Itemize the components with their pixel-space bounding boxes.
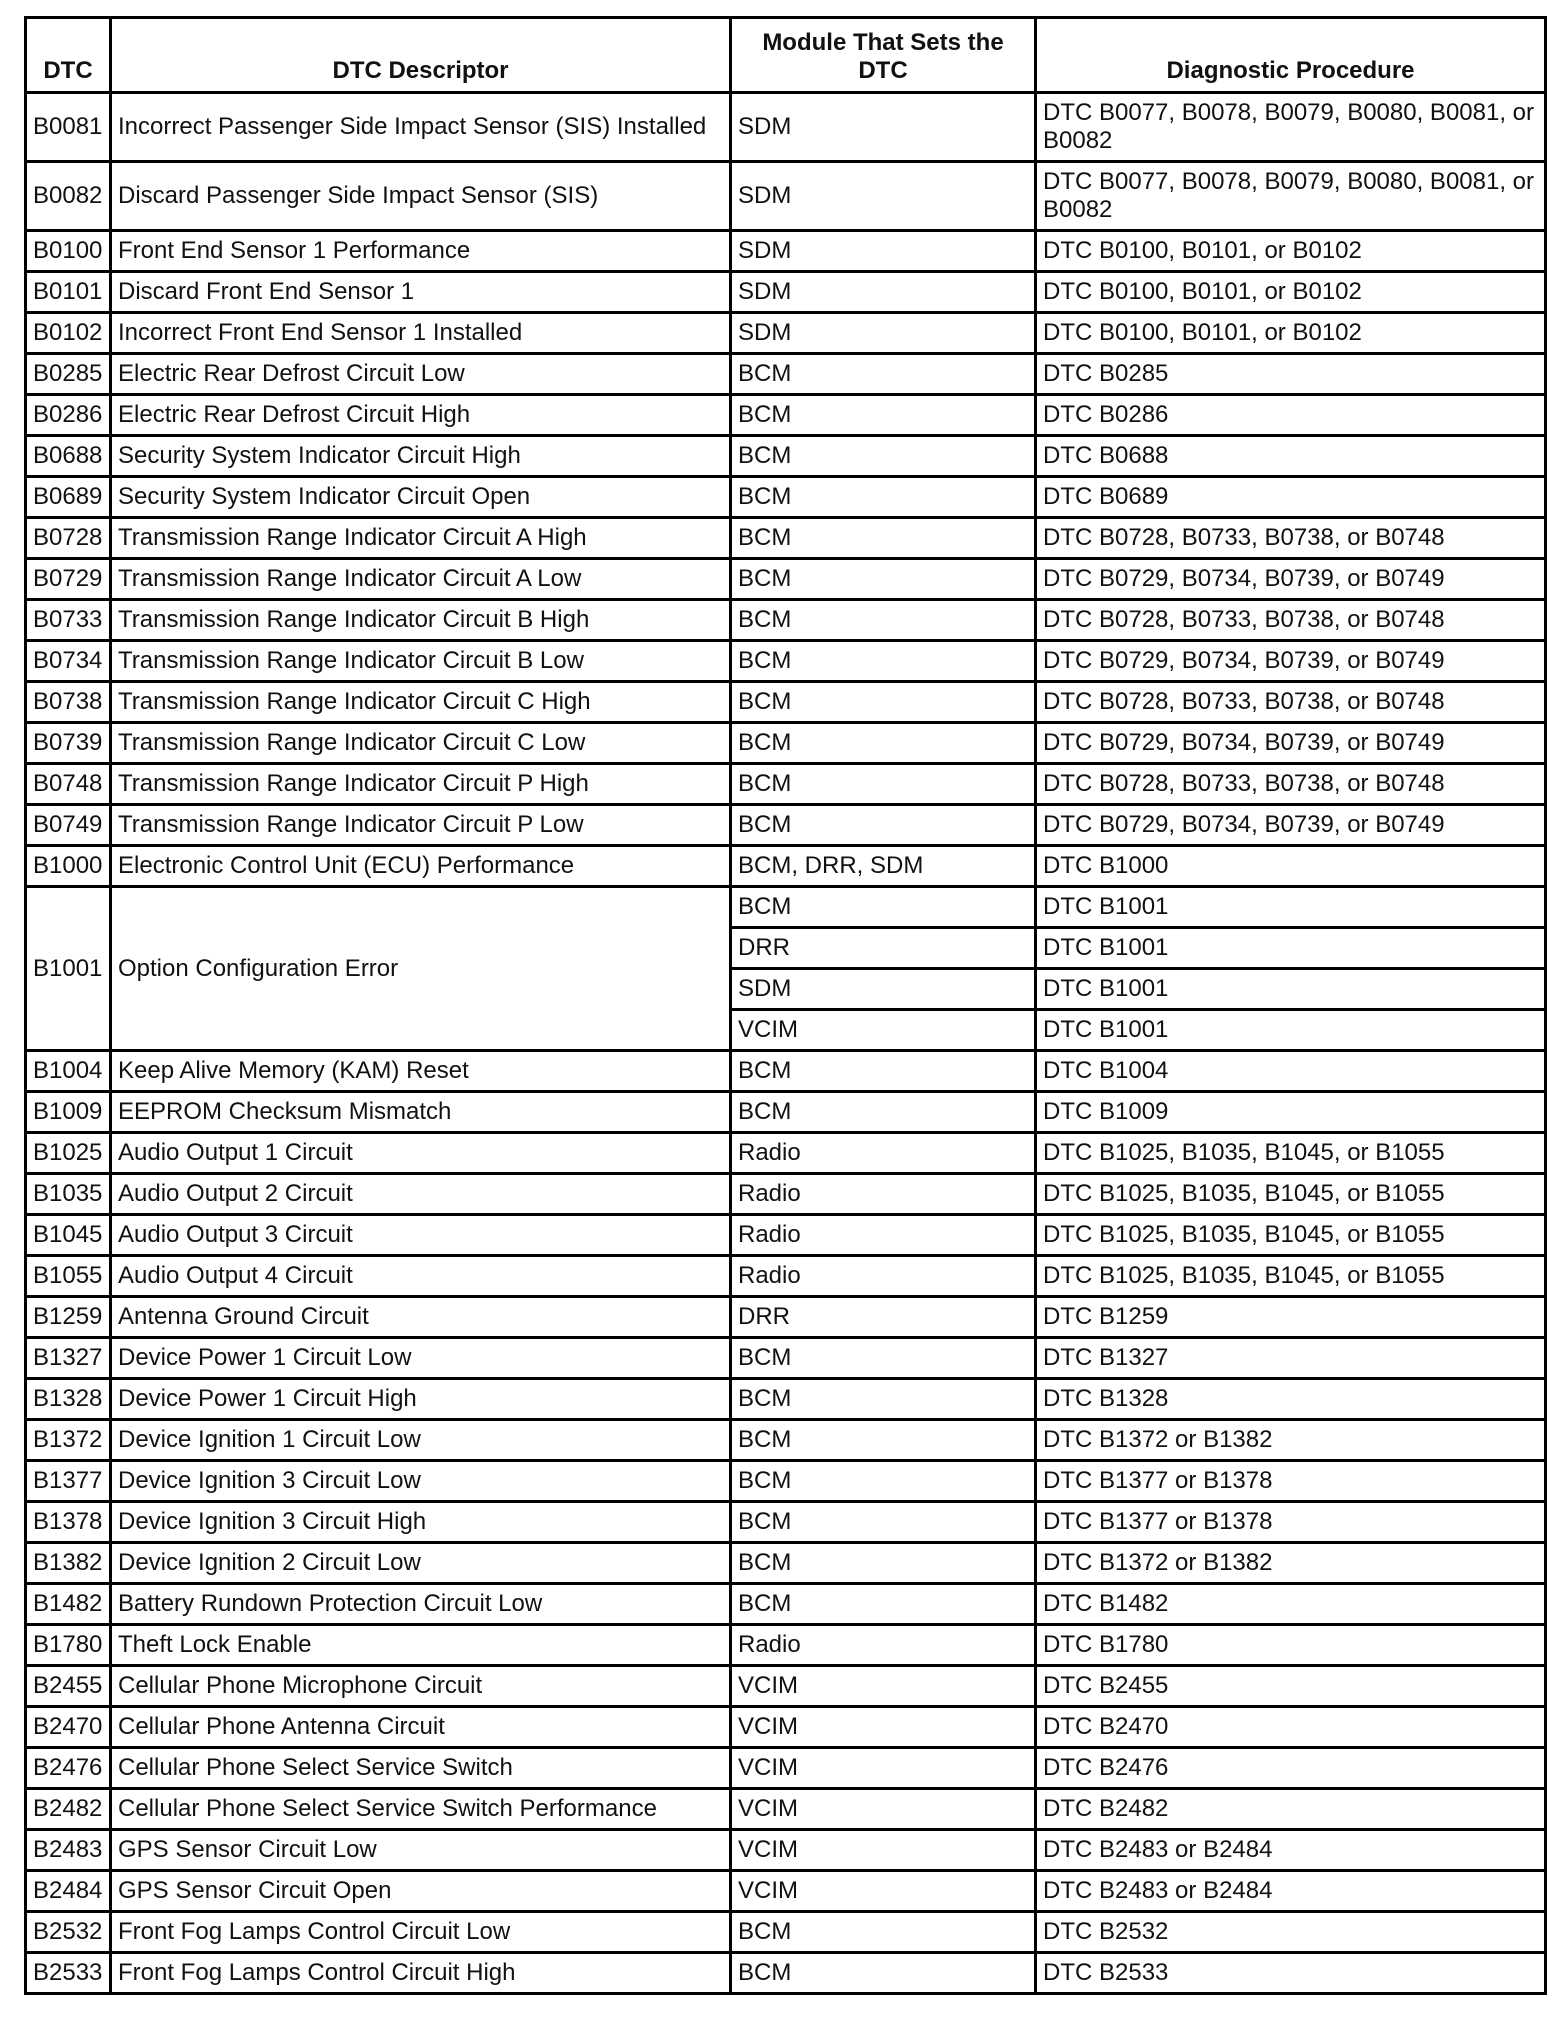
cell-dtc: B0728 [26,518,111,559]
cell-module: BCM [731,436,1036,477]
table-row [26,272,1546,313]
cell-procedure: DTC B0689 [1036,477,1546,518]
cell-dtc: B0733 [26,600,111,641]
cell-procedure: DTC B1025, B1035, B1045, or B1055 [1036,1256,1546,1297]
table-row [26,477,1546,518]
cell-module: SDM [731,272,1036,313]
cell-procedure: DTC B1001 [1036,969,1546,1010]
cell-descriptor: Front End Sensor 1 Performance [111,231,731,272]
table-row [26,231,1546,272]
cell-dtc: B0738 [26,682,111,723]
cell-dtc: B0101 [26,272,111,313]
cell-module: BCM [731,1379,1036,1420]
cell-dtc: B1001 [26,887,111,1051]
table-row [26,313,1546,354]
cell-dtc: B1377 [26,1461,111,1502]
cell-procedure: DTC B0728, B0733, B0738, or B0748 [1036,600,1546,641]
cell-module: BCM [731,1953,1036,1994]
cell-procedure: DTC B1780 [1036,1625,1546,1666]
cell-descriptor: Transmission Range Indicator Circuit C High [111,682,731,723]
cell-module: BCM [731,805,1036,846]
header-procedure: Diagnostic Procedure [1036,18,1546,93]
cell-procedure: DTC B0100, B0101, or B0102 [1036,231,1546,272]
cell-module: BCM, DRR, SDM [731,846,1036,887]
cell-descriptor: Front Fog Lamps Control Circuit High [111,1953,731,1994]
cell-dtc: B1025 [26,1133,111,1174]
cell-procedure: DTC B0688 [1036,436,1546,477]
cell-procedure: DTC B1001 [1036,887,1546,928]
cell-procedure: DTC B0100, B0101, or B0102 [1036,313,1546,354]
cell-dtc: B0689 [26,477,111,518]
cell-dtc: B1009 [26,1092,111,1133]
cell-descriptor: GPS Sensor Circuit Low [111,1830,731,1871]
cell-dtc: B1259 [26,1297,111,1338]
cell-module: VCIM [731,1748,1036,1789]
cell-descriptor: Incorrect Front End Sensor 1 Installed [111,313,731,354]
cell-procedure: DTC B2482 [1036,1789,1546,1830]
header-row [26,18,1546,93]
table-row [26,1789,1546,1830]
cell-procedure: DTC B1001 [1036,1010,1546,1051]
cell-module: VCIM [731,1666,1036,1707]
table-row [26,1543,1546,1584]
cell-descriptor: GPS Sensor Circuit Open [111,1871,731,1912]
table-row [26,682,1546,723]
cell-module: SDM [731,313,1036,354]
cell-procedure: DTC B1025, B1035, B1045, or B1055 [1036,1133,1546,1174]
table-row [26,1707,1546,1748]
cell-descriptor: EEPROM Checksum Mismatch [111,1092,731,1133]
cell-descriptor: Electronic Control Unit (ECU) Performance [111,846,731,887]
table-row [26,1461,1546,1502]
cell-module: BCM [731,395,1036,436]
table-row [26,93,1546,162]
table-row [26,518,1546,559]
cell-descriptor: Device Ignition 2 Circuit Low [111,1543,731,1584]
cell-descriptor: Audio Output 4 Circuit [111,1256,731,1297]
cell-descriptor: Keep Alive Memory (KAM) Reset [111,1051,731,1092]
cell-procedure: DTC B2470 [1036,1707,1546,1748]
table-row [26,600,1546,641]
cell-dtc: B0102 [26,313,111,354]
cell-descriptor: Security System Indicator Circuit High [111,436,731,477]
cell-descriptor: Device Ignition 3 Circuit Low [111,1461,731,1502]
cell-descriptor: Cellular Phone Microphone Circuit [111,1666,731,1707]
cell-descriptor: Discard Front End Sensor 1 [111,272,731,313]
cell-module: BCM [731,1092,1036,1133]
cell-module: VCIM [731,1789,1036,1830]
table-row [26,1912,1546,1953]
cell-module: SDM [731,162,1036,231]
cell-descriptor: Transmission Range Indicator Circuit C Low [111,723,731,764]
cell-dtc: B1035 [26,1174,111,1215]
table-row [26,846,1546,887]
cell-dtc: B2476 [26,1748,111,1789]
table-row [26,559,1546,600]
cell-module: VCIM [731,1707,1036,1748]
table-row [26,805,1546,846]
table-row [26,1871,1546,1912]
cell-descriptor: Transmission Range Indicator Circuit B High [111,600,731,641]
cell-module: BCM [731,1051,1036,1092]
cell-module: BCM [731,559,1036,600]
table-row [26,764,1546,805]
header-module-line2: DTC [858,57,908,84]
table-row [26,1256,1546,1297]
cell-dtc: B0286 [26,395,111,436]
table-row [26,1502,1546,1543]
cell-procedure: DTC B0729, B0734, B0739, or B0749 [1036,559,1546,600]
cell-procedure: DTC B0077, B0078, B0079, B0080, B0081, or B0082 [1036,162,1546,231]
cell-descriptor: Discard Passenger Side Impact Sensor (SIS) [111,162,731,231]
table-row [26,162,1546,231]
cell-dtc: B0285 [26,354,111,395]
cell-descriptor: Cellular Phone Select Service Switch [111,1748,731,1789]
cell-descriptor: Antenna Ground Circuit [111,1297,731,1338]
cell-procedure: DTC B2455 [1036,1666,1546,1707]
cell-procedure: DTC B0728, B0733, B0738, or B0748 [1036,518,1546,559]
cell-module: BCM [731,1338,1036,1379]
cell-dtc: B0081 [26,93,111,162]
cell-module: BCM [731,1584,1036,1625]
cell-descriptor: Audio Output 2 Circuit [111,1174,731,1215]
table-row [26,1174,1546,1215]
cell-module: SDM [731,969,1036,1010]
table-row-b1001 [26,887,1546,928]
cell-descriptor: Cellular Phone Select Service Switch Performance [111,1789,731,1830]
table-row [26,1092,1546,1133]
cell-dtc: B1004 [26,1051,111,1092]
cell-procedure: DTC B1372 or B1382 [1036,1420,1546,1461]
cell-procedure: DTC B0729, B0734, B0739, or B0749 [1036,641,1546,682]
cell-descriptor: Electric Rear Defrost Circuit Low [111,354,731,395]
cell-descriptor: Cellular Phone Antenna Circuit [111,1707,731,1748]
cell-dtc: B2455 [26,1666,111,1707]
cell-dtc: B0749 [26,805,111,846]
cell-procedure: DTC B1025, B1035, B1045, or B1055 [1036,1215,1546,1256]
cell-module: BCM [731,477,1036,518]
cell-module: Radio [731,1256,1036,1297]
table-row [26,1748,1546,1789]
cell-procedure: DTC B2483 or B2484 [1036,1871,1546,1912]
cell-dtc: B0739 [26,723,111,764]
header-module [731,18,1036,93]
cell-dtc: B1328 [26,1379,111,1420]
header-dtc: DTC [26,18,111,93]
cell-module: BCM [731,723,1036,764]
cell-descriptor: Device Ignition 1 Circuit Low [111,1420,731,1461]
cell-dtc: B2532 [26,1912,111,1953]
cell-procedure: DTC B0728, B0733, B0738, or B0748 [1036,682,1546,723]
cell-procedure: DTC B0100, B0101, or B0102 [1036,272,1546,313]
cell-dtc: B0100 [26,231,111,272]
cell-module: VCIM [731,1010,1036,1051]
cell-descriptor: Transmission Range Indicator Circuit A Low [111,559,731,600]
cell-descriptor: Transmission Range Indicator Circuit P High [111,764,731,805]
cell-module: BCM [731,1420,1036,1461]
cell-dtc: B2483 [26,1830,111,1871]
cell-procedure: DTC B1372 or B1382 [1036,1543,1546,1584]
table-row [26,1420,1546,1461]
table-row [26,1379,1546,1420]
cell-module: BCM [731,1912,1036,1953]
cell-procedure: DTC B0285 [1036,354,1546,395]
cell-dtc: B1055 [26,1256,111,1297]
table-row [26,1584,1546,1625]
cell-dtc: B2482 [26,1789,111,1830]
table-row [26,436,1546,477]
cell-procedure: DTC B1004 [1036,1051,1546,1092]
cell-descriptor: Electric Rear Defrost Circuit High [111,395,731,436]
cell-module: BCM [731,641,1036,682]
cell-procedure: DTC B1009 [1036,1092,1546,1133]
cell-procedure: DTC B0729, B0734, B0739, or B0749 [1036,723,1546,764]
cell-module: BCM [731,682,1036,723]
cell-module: VCIM [731,1871,1036,1912]
table-row [26,1297,1546,1338]
cell-dtc: B1000 [26,846,111,887]
cell-dtc: B0748 [26,764,111,805]
cell-procedure: DTC B1377 or B1378 [1036,1502,1546,1543]
table-row [26,1830,1546,1871]
cell-dtc: B2484 [26,1871,111,1912]
cell-procedure: DTC B1328 [1036,1379,1546,1420]
cell-descriptor: Security System Indicator Circuit Open [111,477,731,518]
cell-module: SDM [731,93,1036,162]
cell-module: VCIM [731,1830,1036,1871]
table-row [26,1625,1546,1666]
cell-dtc: B0729 [26,559,111,600]
cell-descriptor: Device Ignition 3 Circuit High [111,1502,731,1543]
cell-procedure: DTC B1377 or B1378 [1036,1461,1546,1502]
cell-dtc: B1780 [26,1625,111,1666]
cell-procedure: DTC B2533 [1036,1953,1546,1994]
cell-module: BCM [731,1502,1036,1543]
cell-descriptor: Audio Output 1 Circuit [111,1133,731,1174]
cell-module: DRR [731,928,1036,969]
cell-dtc: B1378 [26,1502,111,1543]
cell-descriptor: Theft Lock Enable [111,1625,731,1666]
cell-module: BCM [731,1543,1036,1584]
cell-dtc: B1327 [26,1338,111,1379]
cell-descriptor: Battery Rundown Protection Circuit Low [111,1584,731,1625]
cell-module: BCM [731,764,1036,805]
cell-procedure: DTC B0077, B0078, B0079, B0080, B0081, or B0082 [1036,93,1546,162]
cell-descriptor: Incorrect Passenger Side Impact Sensor (SIS) Installed [111,93,731,162]
cell-descriptor: Transmission Range Indicator Circuit A High [111,518,731,559]
cell-descriptor: Device Power 1 Circuit Low [111,1338,731,1379]
cell-procedure: DTC B0729, B0734, B0739, or B0749 [1036,805,1546,846]
cell-dtc: B1482 [26,1584,111,1625]
cell-procedure: DTC B1327 [1036,1338,1546,1379]
cell-descriptor: Device Power 1 Circuit High [111,1379,731,1420]
cell-descriptor: Option Configuration Error [111,887,731,1051]
cell-descriptor: Transmission Range Indicator Circuit B Low [111,641,731,682]
cell-procedure: DTC B2532 [1036,1912,1546,1953]
cell-descriptor: Audio Output 3 Circuit [111,1215,731,1256]
cell-procedure: DTC B1025, B1035, B1045, or B1055 [1036,1174,1546,1215]
cell-procedure: DTC B2476 [1036,1748,1546,1789]
cell-dtc: B2470 [26,1707,111,1748]
cell-descriptor: Transmission Range Indicator Circuit P Low [111,805,731,846]
cell-module: Radio [731,1133,1036,1174]
cell-procedure: DTC B1259 [1036,1297,1546,1338]
table-row [26,1051,1546,1092]
table-row [26,1338,1546,1379]
cell-procedure: DTC B2483 or B2484 [1036,1830,1546,1871]
cell-module: BCM [731,1461,1036,1502]
cell-module: Radio [731,1625,1036,1666]
table-row [26,1215,1546,1256]
cell-dtc: B1372 [26,1420,111,1461]
header-descriptor: DTC Descriptor [111,18,731,93]
cell-dtc: B1045 [26,1215,111,1256]
cell-dtc: B1382 [26,1543,111,1584]
cell-module: BCM [731,600,1036,641]
header-module-line1: Module That Sets the [762,29,1004,56]
cell-module: DRR [731,1297,1036,1338]
cell-module: SDM [731,231,1036,272]
table-row [26,1953,1546,1994]
cell-procedure: DTC B0728, B0733, B0738, or B0748 [1036,764,1546,805]
cell-procedure: DTC B1482 [1036,1584,1546,1625]
cell-dtc: B0734 [26,641,111,682]
cell-dtc: B0082 [26,162,111,231]
cell-procedure: DTC B1000 [1036,846,1546,887]
cell-module: Radio [731,1215,1036,1256]
table-row [26,354,1546,395]
table-row [26,1666,1546,1707]
cell-dtc: B0688 [26,436,111,477]
cell-module: BCM [731,354,1036,395]
cell-module: Radio [731,1174,1036,1215]
dtc-table [24,16,1547,1995]
cell-dtc: B2533 [26,1953,111,1994]
cell-procedure: DTC B1001 [1036,928,1546,969]
cell-descriptor: Front Fog Lamps Control Circuit Low [111,1912,731,1953]
table-row [26,1133,1546,1174]
table-row [26,641,1546,682]
table-row [26,723,1546,764]
table-row [26,395,1546,436]
cell-module: BCM [731,887,1036,928]
cell-module: BCM [731,518,1036,559]
cell-procedure: DTC B0286 [1036,395,1546,436]
